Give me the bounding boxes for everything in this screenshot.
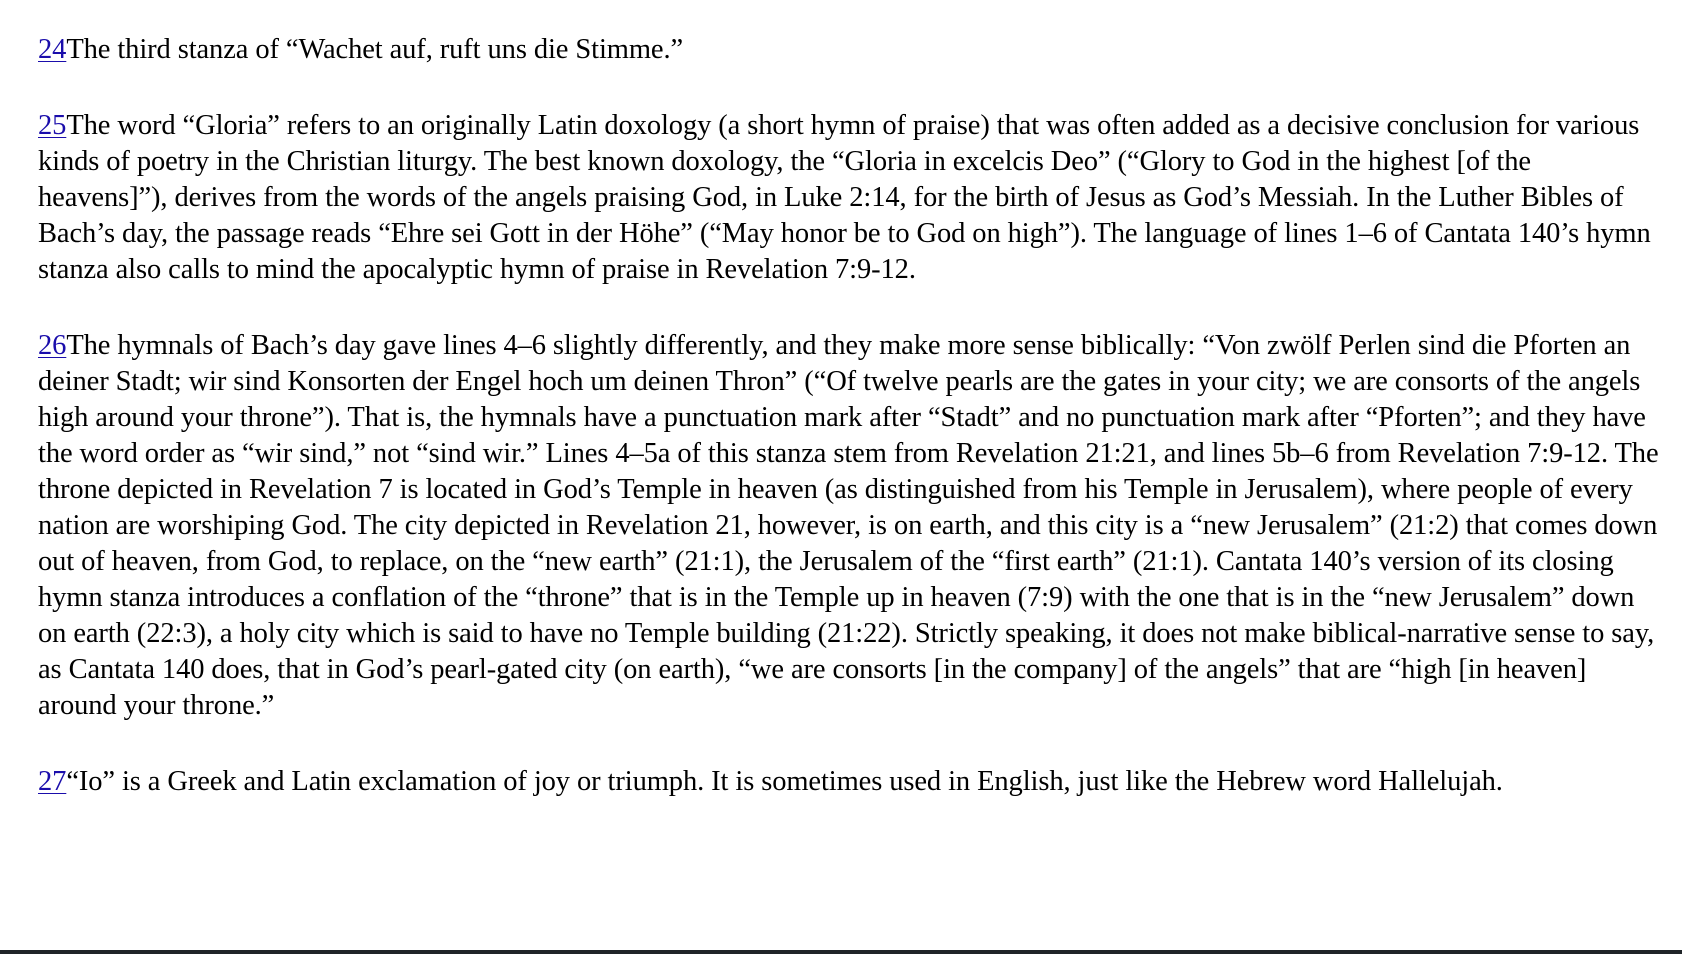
footnote-text-26: The hymnals of Bach’s day gave lines 4–6 slightly differently, and they make more sense biblically: “Von zwölf Perlen sind die Pforten an deiner Stadt; wir sind Konsorten der Engel hoch um deinen Thron” (“Of twelve pearls are the gates in your city; we are consorts of the angels high around your throne”). That is, the hymnals have a punctuation mark after “Stadt” and no punctuation mark after “Pforten”; and they have the word order as “wir sind,” not “sind wir.” Lines 4–5a of this stanza stem from Revelation 21:21, and lines 5b–6 from Revelation 7:9-12. The throne depicted in Revelation 7 is located in God’s Temple in heaven (as distinguished from his Temple in Jerusalem), where people of every nation are worshiping God. The city depicted in Revelation 21, however, is on earth, and this city is a “new Jerusalem” (21:2) that comes down out of heaven, from God, to replace, on the “new earth” (21:1), the Jerusalem of the “first earth” (21:1). Cantata 140’s version of its closing hymn stanza introduces a conflation of the “throne” that is in the Temple up in heaven (7:9) with the one that is in the “new Jerusalem” down on earth (22:3), a holy city which is said to have no Temple building (21:22). Strictly speaking, it does not make biblical-narrative sense to say, as Cantata 140 does, that in God’s pearl-gated city (on earth), “we are consorts [in the company] of the angels” that are “high [in heaven] around your throne.” [38, 330, 1659, 721]
footnote-text-27: “Io” is a Greek and Latin exclamation of joy or triumph. It is sometimes used in English, just like the Hebrew word Hallelujah. [66, 766, 1503, 797]
footnote-text-24: The third stanza of “Wachet auf, ruft uns die Stimme.” [66, 34, 684, 65]
footnote-text-25: The word “Gloria” refers to an originally Latin doxology (a short hymn of praise) that was often added as a decisive conclusion for various kinds of poetry in the Christian liturgy. The best known doxology, the “Gloria in excelcis Deo” (“Glory to God in the highest [of the heavens]”), derives from the words of the angels praising God, in Luke 2:14, for the birth of Jesus as God’s Messiah. In the Luther Bibles of Bach’s day, the passage reads “Ehre sei Gott in der Höhe” (“May honor be to God on high”). The language of lines 1–6 of Cantata 140’s hymn stanza also calls to mind the apocalyptic hymn of praise in Revelation 7:9-12. [38, 110, 1651, 285]
footnote-link-24[interactable]: 24 [38, 34, 67, 65]
bottom-edge-bar [0, 950, 1682, 954]
footnote-link-26[interactable]: 26 [38, 330, 67, 361]
footnotes-section [38, 32, 1660, 840]
footnote-link-27[interactable]: 27 [38, 766, 67, 797]
footnote-27 [38, 764, 1660, 800]
footnote-25 [38, 108, 1660, 288]
footnote-26 [38, 328, 1660, 724]
footnote-link-25[interactable]: 25 [38, 110, 67, 141]
footnote-24 [38, 32, 1660, 68]
